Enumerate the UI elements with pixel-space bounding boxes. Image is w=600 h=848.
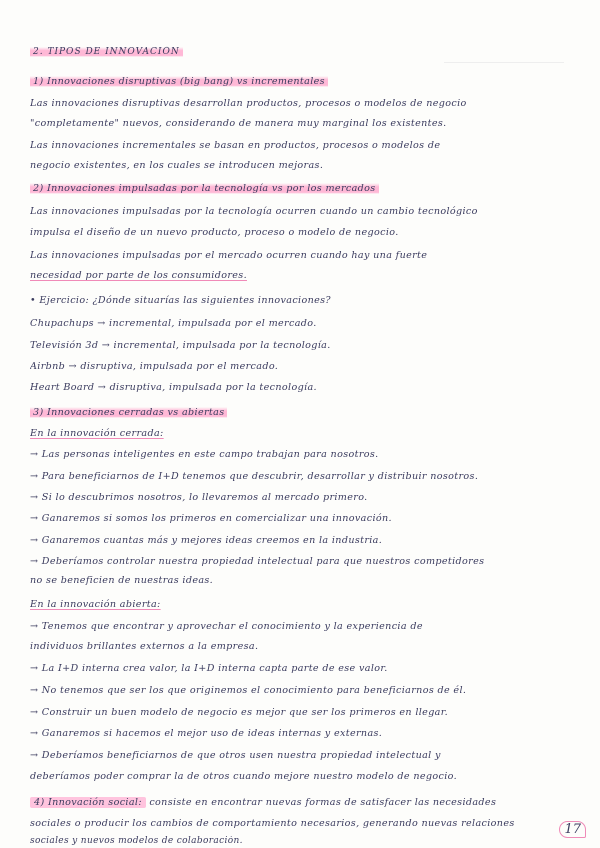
heading-2: 2) Innovaciones impulsadas por la tecnología vs por los mercados [30,183,570,194]
heading-1: 1) Innovaciones disruptivas (big bang) vs incrementales [30,76,570,87]
text-line: Las innovaciones impulsadas por la tecnología ocurren cuando un cambio tecnológico [30,206,478,217]
heading-4: 4) Innovación social: consiste en encontrar nuevas formas de satisfacer las necesidades [30,797,570,808]
list-item: no se beneficien de nuestras ideas. [30,575,214,586]
list-item: → Si lo descubrimos nosotros, lo llevaremos al mercado primero. [30,492,368,503]
list-item: → La I+D interna crea valor, la I+D interna capta parte de ese valor. [30,663,388,674]
list-item: deberíamos poder comprar la de otros cuando mejore nuestro modelo de negocio. [30,771,457,782]
text-line: sociales y nuevos modelos de colaboración. [30,836,243,846]
list-item: → Ganaremos cuantas más y mejores ideas creemos en la industria. [30,535,383,546]
list-item: → No tenemos que ser los que originemos el conocimiento para beneficiarnos de él. [30,685,467,696]
text-line: Las innovaciones disruptivas desarrollan productos, procesos o modelos de negocio [30,98,467,109]
list-item: → Ganaremos si hacemos el mejor uso de ideas internas y externas. [30,728,383,739]
list-item: individuos brillantes externos a la empresa. [30,641,259,652]
list-item: → Construir un buen modelo de negocio es mejor que ser los primeros en llegar. [30,707,449,718]
text-line: Las innovaciones impulsadas por el mercado ocurren cuando hay una fuerte [30,250,428,261]
list-item: → Para beneficiarnos de I+D tenemos que descubrir, desarrollar y distribuir nosotros. [30,471,479,482]
example-line: Televisión 3d → incremental, impulsada por la tecnología. [30,340,331,351]
heading-3: 3) Innovaciones cerradas vs abiertas [30,407,570,418]
subheading-open: En la innovación abierta: [30,599,161,610]
text-line: sociales o producir los cambios de comportamiento necesarios, generando nuevas relaciones [30,818,515,829]
example-line: Heart Board → disruptiva, impulsada por la tecnología. [30,382,317,393]
text-line: negocio existentes, en los cuales se introducen mejoras. [30,160,324,171]
section-title: 2. TIPOS DE INNOVACIÓN [30,46,570,57]
list-item: → Las personas inteligentes en este campo trabajan para nosotros. [30,449,379,460]
text-line: Las innovaciones incrementales se basan en productos, procesos o modelos de [30,140,441,151]
text-line: impulsa el diseño de un nuevo producto, proceso o modelo de negocio. [30,227,399,238]
list-item: → Ganaremos si somos los primeros en comercializar una innovación. [30,513,392,524]
list-item: → Tenemos que encontrar y aprovechar el conocimiento y la experiencia de [30,621,423,632]
list-item: → Deberíamos controlar nuestra propiedad intelectual para que nuestros competidores [30,556,485,567]
example-line: Chupachups → incremental, impulsada por el mercado. [30,318,317,329]
list-item: → Deberíamos beneficiarnos de que otros usen nuestra propiedad intelectual y [30,750,441,761]
page-number: 17 [559,821,586,838]
text-line: "completamente" nuevos, considerando de manera muy marginal los existentes. [30,118,447,129]
exercise-line: • Ejercicio: ¿Dónde situarías las siguientes innovaciones? [30,295,331,306]
text-line: necesidad por parte de los consumidores. [30,270,247,281]
subheading-closed: En la innovación cerrada: [30,428,164,439]
example-line: Airbnb → disruptiva, impulsada por el mercado. [30,361,279,372]
